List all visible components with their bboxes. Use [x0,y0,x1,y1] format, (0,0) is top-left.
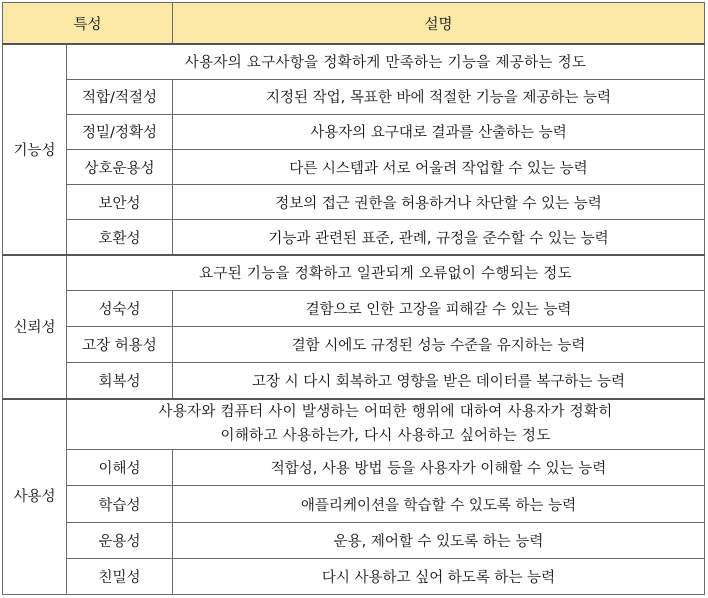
group-functionality-summary-row [3,44,705,79]
table-row [3,185,705,220]
table-row [3,290,705,326]
sub-characteristic: 회복성 [67,362,173,398]
group-usability-summary-row [3,399,705,450]
table-row [3,450,705,486]
group-reliability-summary-row [3,255,705,290]
sub-description: 기능과 관련된 표준, 관례, 규정을 준수할 수 있는 능력 [173,220,705,255]
header-characteristic: 특성 [3,3,173,45]
sub-characteristic: 적합/적절성 [67,79,173,114]
table-header-row [3,3,705,45]
sub-characteristic: 운용성 [67,522,173,558]
sub-description: 적합성, 사용 방법 등을 사용자가 이해할 수 있는 능력 [173,450,705,486]
table-row [3,220,705,255]
sub-description: 애플리케이션을 학습할 수 있도록 하는 능력 [173,486,705,522]
sub-characteristic: 정밀/정확성 [67,114,173,149]
group-name: 기능성 [3,44,67,255]
group-name: 사용성 [3,399,67,595]
group-name: 신뢰성 [3,255,67,399]
group-summary-line: 사용자와 컴퓨터 사이 발생하는 어떠한 행위에 대하여 사용자가 정확히 [158,404,613,421]
sub-description: 다른 시스템과 서로 어울려 작업할 수 있는 능력 [173,149,705,184]
sub-description: 지정된 작업, 목표한 바에 적절한 기능을 제공하는 능력 [173,79,705,114]
sub-characteristic: 상호운용성 [67,149,173,184]
group-summary-line: 이해하고 사용하는가, 다시 사용하고 싶어하는 정도 [220,428,551,445]
sub-description: 다시 사용하고 싶어 하도록 하는 능력 [173,558,705,594]
quality-characteristics-table [2,2,705,595]
sub-description: 결함 시에도 규정된 성능 수준을 유지하는 능력 [173,326,705,362]
sub-characteristic: 보안성 [67,185,173,220]
table-row [3,114,705,149]
table-row [3,149,705,184]
sub-characteristic: 호환성 [67,220,173,255]
sub-description: 사용자의 요구대로 결과를 산출하는 능력 [173,114,705,149]
table-row [3,362,705,398]
sub-characteristic: 이해성 [67,450,173,486]
table-row [3,326,705,362]
sub-description: 운용, 제어할 수 있도록 하는 능력 [173,522,705,558]
sub-characteristic: 고장 허용성 [67,326,173,362]
table-row [3,79,705,114]
group-summary [67,399,705,450]
group-summary: 사용자의 요구사항을 정확하게 만족하는 기능을 제공하는 정도 [67,44,705,79]
table-row [3,486,705,522]
sub-description: 결함으로 인한 고장을 피해갈 수 있는 능력 [173,290,705,326]
sub-description: 정보의 접근 권한을 허용하거나 차단할 수 있는 능력 [173,185,705,220]
sub-characteristic: 학습성 [67,486,173,522]
group-summary: 요구된 기능을 정확하고 일관되게 오류없이 수행되는 정도 [67,255,705,290]
sub-characteristic: 성숙성 [67,290,173,326]
table-row [3,522,705,558]
sub-characteristic: 친밀성 [67,558,173,594]
table-row [3,558,705,594]
header-description: 설명 [173,3,705,45]
sub-description: 고장 시 다시 회복하고 영향을 받은 데이터를 복구하는 능력 [173,362,705,398]
